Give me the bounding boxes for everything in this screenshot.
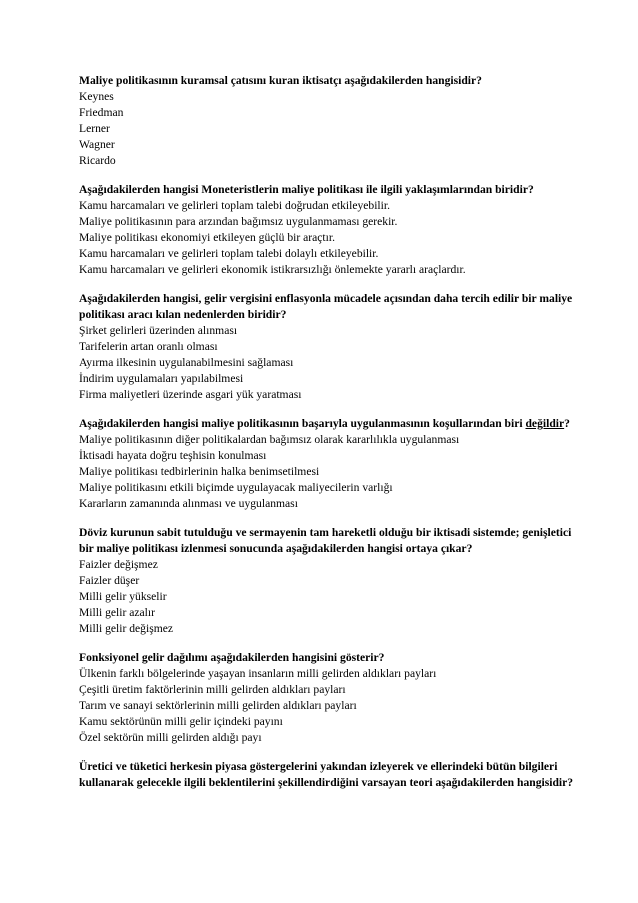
question-text: Döviz kurunun sabit tutulduğu ve sermayenin tam hareketli olduğu bir iktisadi sistemde; genişletici bir maliye politikası izlenmesi sonucunda aşağıdakilerden hangisi ortaya çıkar? [79, 526, 572, 555]
answer-option: Maliye politikasının diğer politikalardan bağımsız olarak kararlılıkla uygulanması [79, 433, 460, 446]
answer-option: Milli gelir azalır [79, 606, 155, 619]
answer-option: Faizler düşer [79, 574, 140, 587]
question-6 [79, 650, 579, 746]
answer-option: Özel sektörün milli gelirden aldığı payı [79, 731, 262, 744]
question-5 [79, 525, 579, 637]
question-text: Aşağıdakilerden hangisi Moneteristlerin maliye politikası ile ilgili yaklaşımlarından biridir? [79, 183, 534, 196]
answer-option: Şirket gelirleri üzerinden alınması [79, 324, 238, 337]
question-text-main: Aşağıdakilerden hangisi maliye politikasının başarıyla uygulanmasının koşullarından biri [79, 417, 526, 430]
answer-option: Friedman [79, 106, 124, 119]
question-3 [79, 291, 579, 403]
answer-option: Lerner [79, 122, 110, 135]
question-2 [79, 182, 579, 278]
answer-option: Maliye politikasını etkili biçimde uygulayacak maliyecilerin varlığı [79, 481, 393, 494]
question-text [79, 416, 579, 432]
answer-option: Maliye politikası ekonomiyi etkileyen güçlü bir araçtır. [79, 231, 335, 244]
answer-option: Maliye politikasının para arzından bağımsız uygulanmaması gerekir. [79, 215, 398, 228]
question-text: Fonksiyonel gelir dağılımı aşağıdakilerden hangisini gösterir? [79, 651, 385, 664]
answer-option: İndirim uygulamaları yapılabilmesi [79, 372, 244, 385]
question-text-end: ? [564, 417, 570, 430]
answer-option: Kararların zamanında alınması ve uygulanması [79, 497, 298, 510]
answer-option: Wagner [79, 138, 115, 151]
answer-option: Tarım ve sanayi sektörlerinin milli gelirden aldıkları payları [79, 699, 357, 712]
answer-option: Ayırma ilkesinin uygulanabilmesini sağlaması [79, 356, 294, 369]
question-1 [79, 73, 579, 169]
answer-option: Maliye politikası tedbirlerinin halka benimsetilmesi [79, 465, 320, 478]
answer-option: Faizler değişmez [79, 558, 158, 571]
answer-option: Milli gelir değişmez [79, 622, 174, 635]
answer-option: Kamu harcamaları ve gelirleri toplam talebi doğrudan etkileyebilir. [79, 199, 390, 212]
answer-option: Kamu harcamaları ve gelirleri toplam talebi dolaylı etkileyebilir. [79, 247, 379, 260]
answer-option: Ülkenin farklı bölgelerinde yaşayan insanların milli gelirden aldıkları payları [79, 667, 437, 680]
answer-option: Keynes [79, 90, 114, 103]
answer-option: Tarifelerin artan oranlı olması [79, 340, 218, 353]
answer-option: Çeşitli üretim faktörlerinin milli gelirden aldıkları payları [79, 683, 346, 696]
answer-option: Kamu harcamaları ve gelirleri ekonomik istikrarsızlığı önlemekte yararlı araçlardır. [79, 263, 466, 276]
answer-option: Milli gelir yükselir [79, 590, 167, 603]
answer-option: Firma maliyetleri üzerinde asgari yük yaratması [79, 388, 302, 401]
question-text: Maliye politikasının kuramsal çatısını kuran iktisatçı aşağıdakilerden hangisidir? [79, 74, 482, 87]
question-4 [79, 416, 579, 512]
answer-option: Ricardo [79, 154, 116, 167]
answer-option: Kamu sektörünün milli gelir içindeki payını [79, 715, 283, 728]
question-text: Üretici ve tüketici herkesin piyasa göstergelerini yakından izleyerek ve ellerindeki bütün bilgileri kullanarak gelecekle ilgili beklentilerini şekillendirdiğini varsayan teori aşağıdakilerden hangisidir? [79, 760, 574, 789]
question-text: Aşağıdakilerden hangisi, gelir vergisini enflasyonla mücadele açısından daha tercih edilir bir maliye politikası aracı kılan nedenlerden biridir? [79, 292, 573, 321]
question-text-underlined: değildir [525, 417, 565, 430]
answer-option: İktisadi hayata doğru teşhisin konulması [79, 449, 267, 462]
document-page [79, 73, 579, 804]
question-7 [79, 759, 579, 791]
